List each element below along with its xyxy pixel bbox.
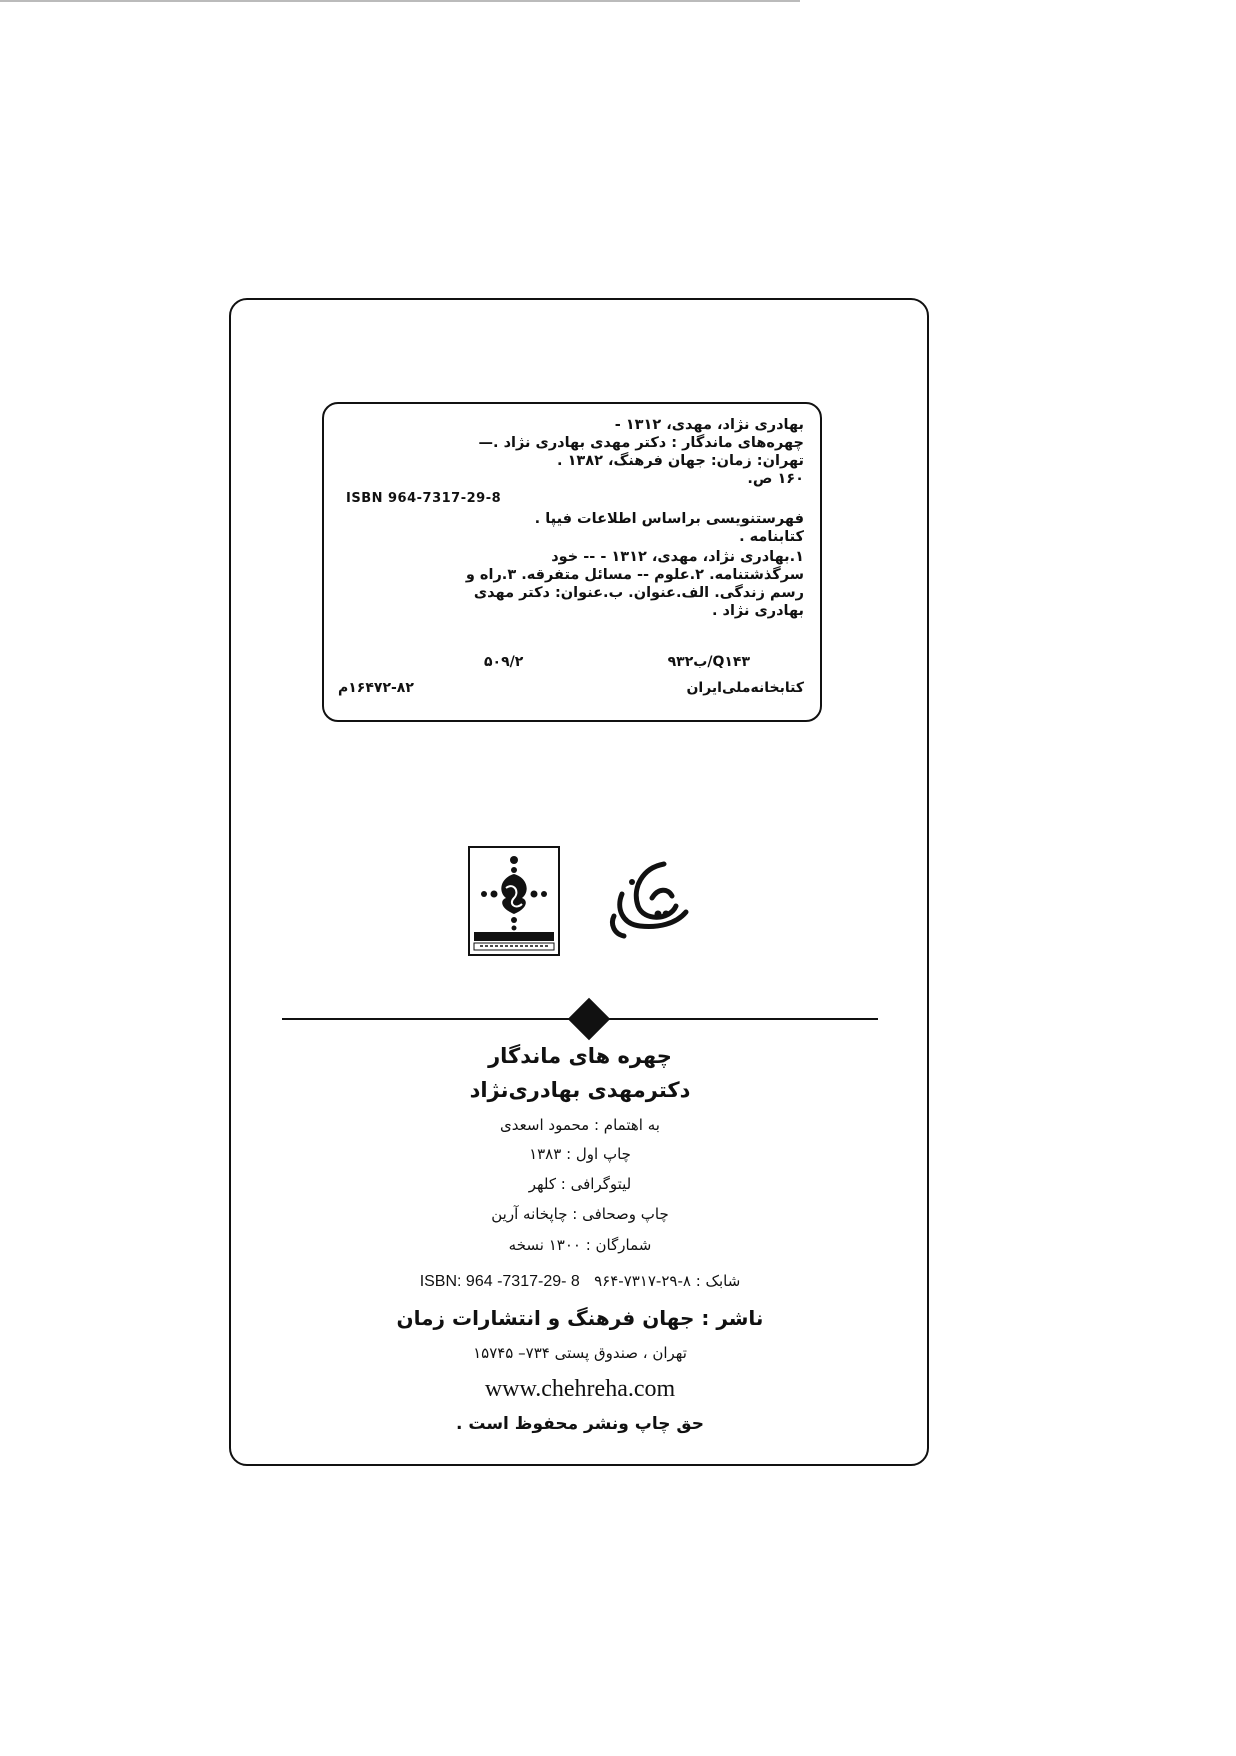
edition-line: چاپ اول : ۱۳۸۳ [529,1145,631,1163]
cip-subject-4: بهادری نژاد . [711,603,804,619]
jahan-farhang-emblem-icon [470,848,558,954]
book-title: چهره های ماندگار [488,1044,672,1068]
editor-line: به اهتمام : محمود اسعدی [500,1116,660,1134]
isbn-line [300,1272,860,1291]
cip-note-2: کتابنامه . [739,529,804,545]
cip-subject-3: رسم زندگی. الف.عنوان. ب.عنوان: دکتر مهدی [473,585,804,601]
jahan-farhang-logo [468,846,560,956]
isbn-persian: شابک : ۸-۲۹-۷۳۱۷-۹۶۴ [594,1272,741,1290]
publisher-line: ناشر : جهان فرهنگ و انتشارات زمان [396,1306,764,1330]
rights-notice: حق چاپ ونشر محفوظ است . [455,1414,705,1434]
book-author: دکترمهدی بهادری‌نژاد [469,1078,691,1102]
print-run-line: شمارگان : ۱۳۰۰ نسخه [508,1236,652,1254]
cip-subject-2: سرگذشتنامه. ۲.علوم -- مسائل متفرقه. ۳.راه و [465,567,804,583]
nashr-zaman-logo [602,858,692,944]
cip-library: کتابخانه‌ملی‌ایران [686,680,804,696]
isbn-latin: ISBN: 964 -7317-29- 8 [419,1273,580,1290]
cip-line-4: ۱۶۰ ص. [747,471,804,487]
cip-isbn: ISBN 964-7317-29-8 [346,491,502,506]
nashr-zaman-calligraphy-icon [602,858,692,944]
cip-line-3: تهران: زمان: جهان فرهنگ، ۱۳۸۲ . [557,453,804,469]
scan-edge-line [0,0,800,2]
cip-record-no: ۱۶۴۷۲-۸۲م [338,680,414,696]
cip-line-1: بهادری نژاد، مهدی، ۱۳۱۲ - [614,417,804,433]
cip-box [322,402,822,722]
cip-line-2: چهره‌های ماندگار : دکتر مهدی بهادری نژاد .— [478,435,804,451]
printing-line: چاپ وصحافی : چاپخانه آرین [491,1205,669,1223]
website-link[interactable]: www.chehreha.com [484,1376,676,1402]
cip-note-1: فهرستنویسی براساس اطلاعات فیپا . [534,511,804,527]
lithography-line: لیتوگرافی : کلهر [528,1175,632,1193]
address-line: تهران ، صندوق پستی ۷۳۴– ۱۵۷۴۵ [473,1344,687,1362]
cip-lc-class: Q۱۴۳/ب۹۳۲ [667,654,750,670]
cip-dewey: ۵۰۹/۲ [484,654,524,670]
cip-subject-1: ۱.بهادری نژاد، مهدی، ۱۳۱۲ - -- خود [551,549,804,565]
